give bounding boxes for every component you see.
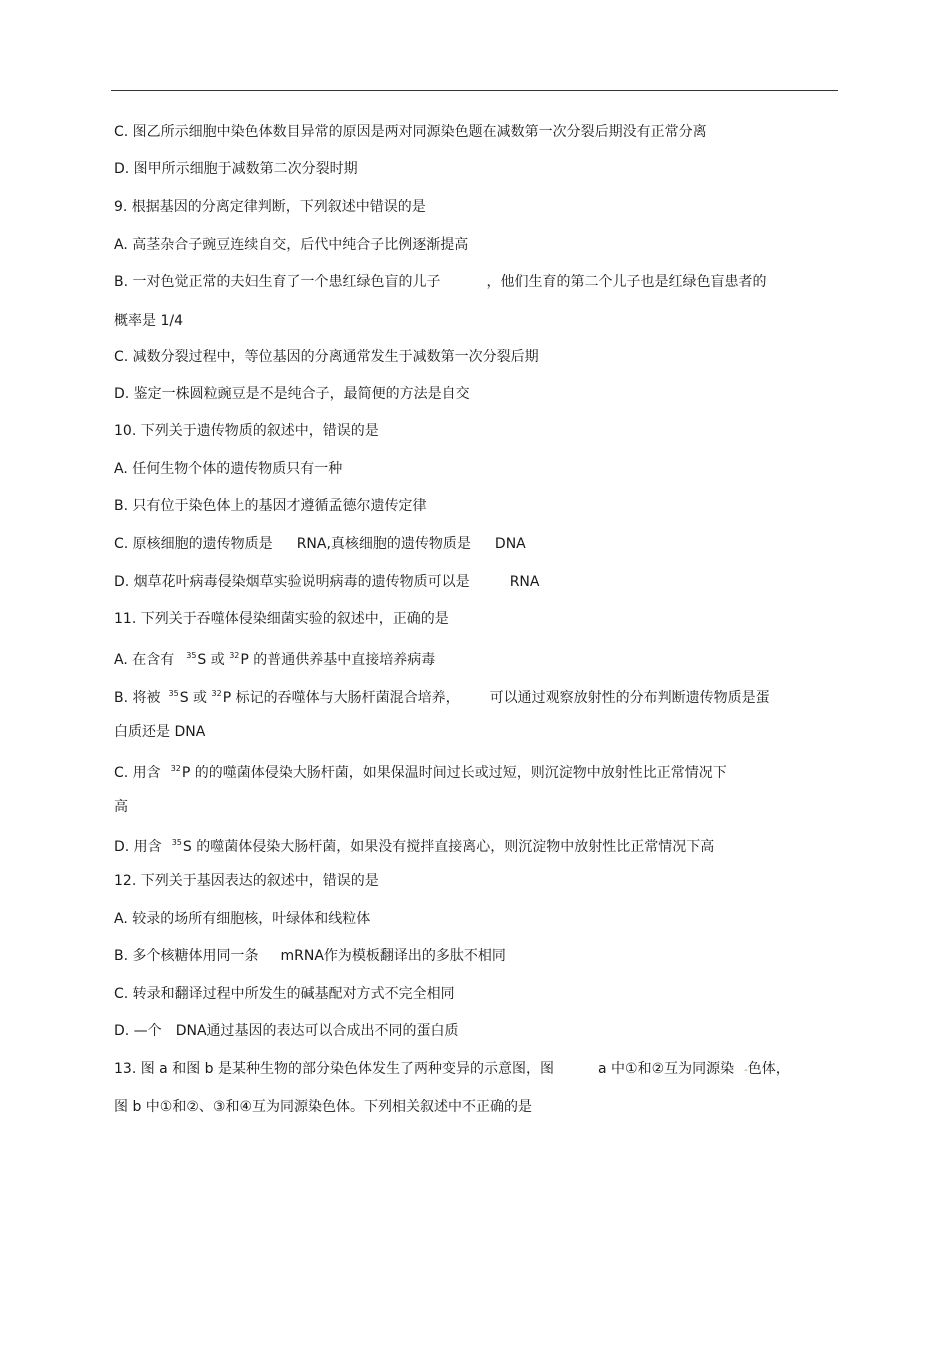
option-a-q11	[114, 646, 435, 670]
option-b-q11	[114, 684, 770, 708]
option-b-q11-part1: B. 将被	[114, 690, 161, 706]
isotope-32: 32	[211, 689, 222, 698]
option-a-q12: A. 较录的场所有细胞核，叶绿体和线粒体	[114, 911, 371, 927]
question-13	[114, 1059, 790, 1081]
option-c-q10-part3: DNA	[494, 536, 526, 552]
option-a-q10: A. 任何生物个体的遗传物质只有一种	[114, 461, 343, 477]
option-d-q10-part1: D. 烟草花叶病毒侵染烟草实验说明病毒的遗传物质可以是	[114, 574, 470, 590]
isotope-35: 35	[168, 689, 179, 698]
option-c-q11	[114, 759, 727, 783]
option-c-q11-cont: 高	[114, 799, 128, 815]
isotope-35: 35	[186, 651, 197, 660]
header-rule	[111, 90, 838, 91]
option-d-q11-part2: S 的噬菌体侵染大肠杆菌，如果没有搅拌直接离心，则沉淀物中放射性比正常情况下高	[182, 839, 715, 855]
option-c-q9: C. 减数分裂过程中，等位基因的分离通常发生于减数第一次分裂后期	[114, 349, 539, 365]
option-b-q9-part2: ，他们生育的第二个儿子也是红绿色盲患者的	[486, 274, 767, 290]
option-c-q12: C. 转录和翻译过程中所发生的碱基配对方式不完全相同	[114, 986, 455, 1002]
option-d-q10	[114, 572, 539, 592]
option-a-q11-part1: A. 在含有	[114, 652, 175, 668]
option-a-q9: A. 高茎杂合子豌豆连续自交，后代中纯合子比例逐渐提高	[114, 237, 469, 253]
option-b-q11-part2: S 或	[179, 690, 208, 706]
question-11: 11. 下列关于吞噬体侵染细菌实验的叙述中，正确的是	[114, 611, 449, 627]
isotope-32: 32	[229, 651, 240, 660]
option-b-q10: B. 只有位于染色体上的基因才遵循孟德尔遗传定律	[114, 498, 427, 514]
option-d-q12-part1: D. —个	[114, 1023, 162, 1039]
question-12: 12. 下列关于基因表达的叙述中，错误的是	[114, 873, 379, 889]
question-13-part2: a 中①和②互为同源染	[597, 1061, 735, 1077]
isotope-35: 35	[171, 838, 182, 847]
option-d-q9: D. 鉴定一株圆粒豌豆是不是纯合子，最简便的方法是自交	[114, 386, 470, 402]
option-b-q11-part4: 可以通过观察放射性的分布判断遗传物质是蛋	[489, 690, 770, 706]
isotope-32: 32	[170, 764, 181, 773]
option-d-q11-part1: D. 用含	[114, 839, 162, 855]
option-b-q9	[114, 272, 767, 292]
question-10: 10. 下列关于遗传物质的叙述中，错误的是	[114, 423, 379, 439]
option-a-q11-part2: S 或	[197, 652, 225, 668]
option-b-q11-part3: P 标记的吞噬体与大肠杆菌混合培养，	[222, 690, 460, 706]
option-c-q10-part1: C. 原核细胞的遗传物质是	[114, 536, 273, 552]
option-d-q10-part2: RNA	[509, 574, 540, 590]
option-c-q10-part2: RNA,真核细胞的遗传物质是	[296, 536, 471, 552]
option-d-q12-part2: DNA通过基因的表达可以合成出不同的蛋白质	[175, 1023, 459, 1039]
option-b-q12	[114, 946, 506, 966]
option-b-q11-cont: 白质还是 DNA	[114, 724, 206, 740]
option-d-q8: D. 图甲所示细胞于减数第二次分裂时期	[114, 161, 358, 177]
option-c-q8: C. 图乙所示细胞中染色体数目异常的原因是两对同源染色题在减数第一次分裂后期没有正常分离	[114, 124, 707, 140]
option-b-q12-part2: mRNA作为模板翻译出的多肽不相同	[280, 948, 506, 964]
option-d-q12	[114, 1021, 459, 1041]
option-c-q11-part2: P 的的噬菌体侵染大肠杆菌，如果保温时间过长或过短，则沉淀物中放射性比正常情况下	[181, 765, 727, 781]
option-c-q10	[114, 534, 526, 554]
question-9: 9. 根据基因的分离定律判断，下列叙述中错误的是	[114, 199, 426, 215]
stray-mark: -	[744, 1065, 748, 1076]
option-c-q11-part1: C. 用含	[114, 765, 161, 781]
option-d-q11	[114, 833, 714, 857]
question-13-cont: 图 b 中①和②、③和④互为同源染色体。下列相关叙述中不正确的是	[114, 1099, 532, 1115]
option-b-q9-part1: B. 一对色觉正常的夫妇生育了一个患红绿色盲的儿子	[114, 274, 441, 290]
option-b-q12-part1: B. 多个核糖体用同一条	[114, 948, 259, 964]
question-13-part1: 13. 图 a 和图 b 是某种生物的部分染色体发生了两种变异的示意图，图	[114, 1061, 554, 1077]
option-b-q9-cont: 概率是 1/4	[114, 313, 183, 329]
option-a-q11-part3: P 的普通供养基中直接培养病毒	[240, 652, 436, 668]
question-13-part3: 色体，	[747, 1061, 790, 1077]
